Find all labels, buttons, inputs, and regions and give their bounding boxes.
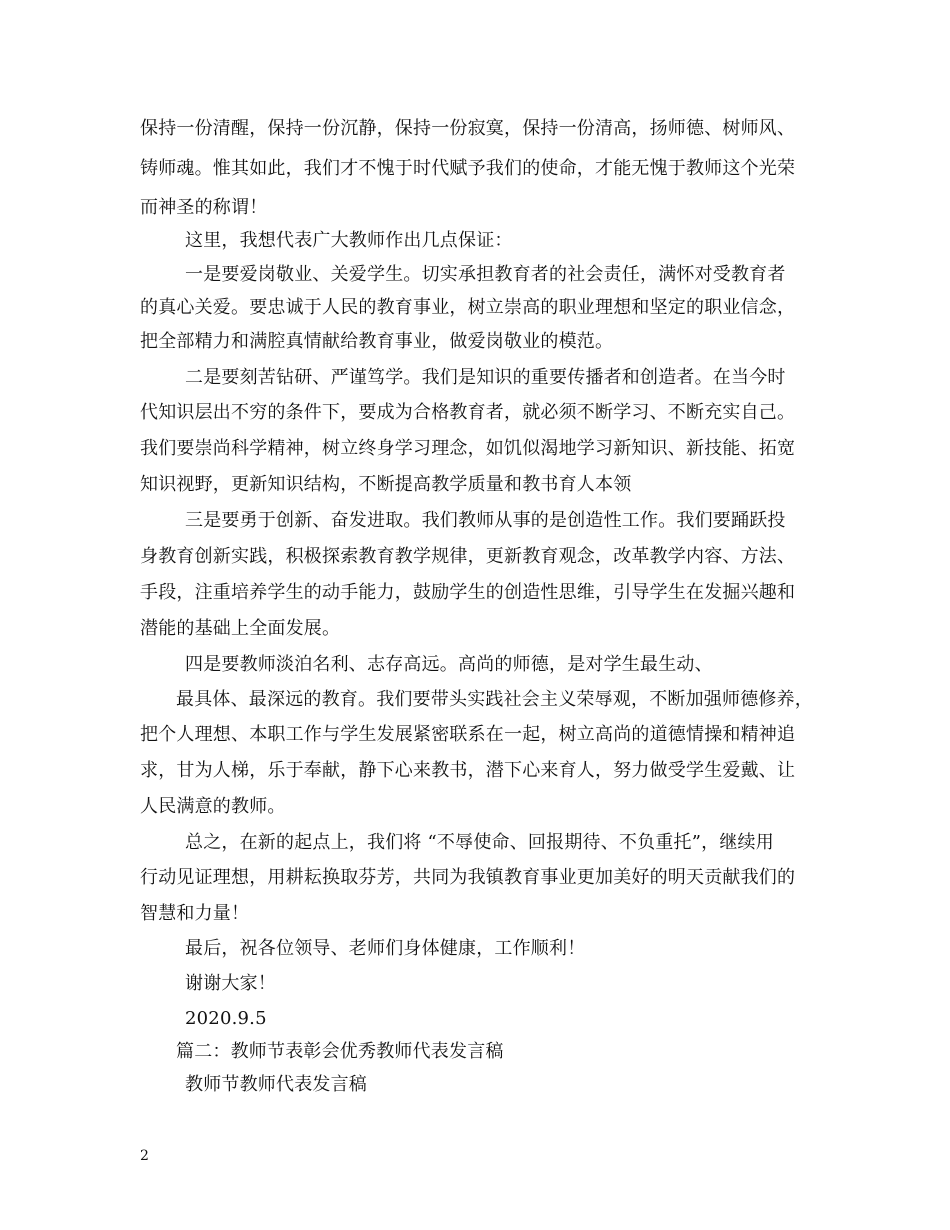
text-line: 总之，在新的起点上，我们将 “不辱使命、回报期待、不负重托”，继续用 (185, 832, 774, 853)
text-line: 手段，注重培养学生的动手能力，鼓励学生的创造性思维，引导学生在发掘兴趣和 (140, 582, 796, 603)
text-line: 行动见证理想，用耕耘换取芬芳，共同为我镇教育事业更加美好的明天贡献我们的 (140, 867, 796, 888)
text-line: 身教育创新实践，积极探索教育教学规律，更新教育观念，改革教学内容、方法、 (140, 546, 796, 567)
date-line: 2020.9.5 (185, 1008, 267, 1029)
text-line: 最具体、最深远的教育。我们要带头实践社会主义荣辱观，不断加强师德修养， (176, 689, 813, 710)
text-line: 智慧和力量！ (140, 903, 250, 924)
text-line: 而神圣的称谓！ (140, 197, 268, 218)
text-line: 求，甘为人梯，乐于奉献，静下心来教书，潜下心来育人，努力做受学生爱戴、让 (140, 760, 796, 781)
text-line: 铸师魂。惟其如此，我们才不愧于时代赋予我们的使命，才能无愧于教师这个光荣 (140, 158, 796, 179)
text-line: 一是要爱岗敬业、关爱学生。切实承担教育者的社会责任，满怀对受教育者 (185, 264, 786, 285)
text-line: 最后，祝各位领导、老师们身体健康，工作顺利！ (185, 938, 586, 959)
text-line: 这里，我想代表广大教师作出几点保证： (185, 230, 513, 251)
text-line: 知识视野，更新知识结构，不断提高教学质量和教书育人本领 (140, 474, 632, 495)
text-line: 我们要崇尚科学精神，树立终身学习理念，如饥似渴地学习新知识、新技能、拓宽 (140, 438, 796, 459)
text-line: 潜能的基础上全面发展。 (140, 618, 341, 639)
text-line: 人民满意的教师。 (140, 796, 286, 817)
text-line: 谢谢大家！ (185, 973, 276, 994)
section-subheading: 教师节教师代表发言稿 (185, 1074, 367, 1095)
text-line: 保持一份清醒，保持一份沉静，保持一份寂寞，保持一份清高，扬师德、树师风、 (140, 118, 796, 139)
page-number: 2 (140, 1148, 149, 1164)
text-line: 代知识层出不穷的条件下，要成为合格教育者，就必须不断学习、不断充实自己。 (140, 402, 796, 423)
text-line: 把全部精力和满腔真情献给教育事业，做爱岗敬业的模范。 (140, 331, 614, 352)
text-line: 的真心关爱。要忠诚于人民的教育事业，树立崇高的职业理想和坚定的职业信念， (140, 297, 796, 318)
text-line: 把个人理想、本职工作与学生发展紧密联系在一起，树立高尚的道德情操和精神追 (140, 724, 796, 745)
text-line: 四是要教师淡泊名利、志存高远。高尚的师德，是对学生最生动、 (185, 654, 713, 675)
section-heading: 篇二：教师节表彰会优秀教师代表发言稿 (176, 1041, 504, 1062)
text-line: 二是要刻苦钻研、严谨笃学。我们是知识的重要传播者和创造者。在当今时 (185, 367, 786, 388)
text-line: 三是要勇于创新、奋发进取。我们教师从事的是创造性工作。我们要踊跃投 (185, 510, 786, 531)
